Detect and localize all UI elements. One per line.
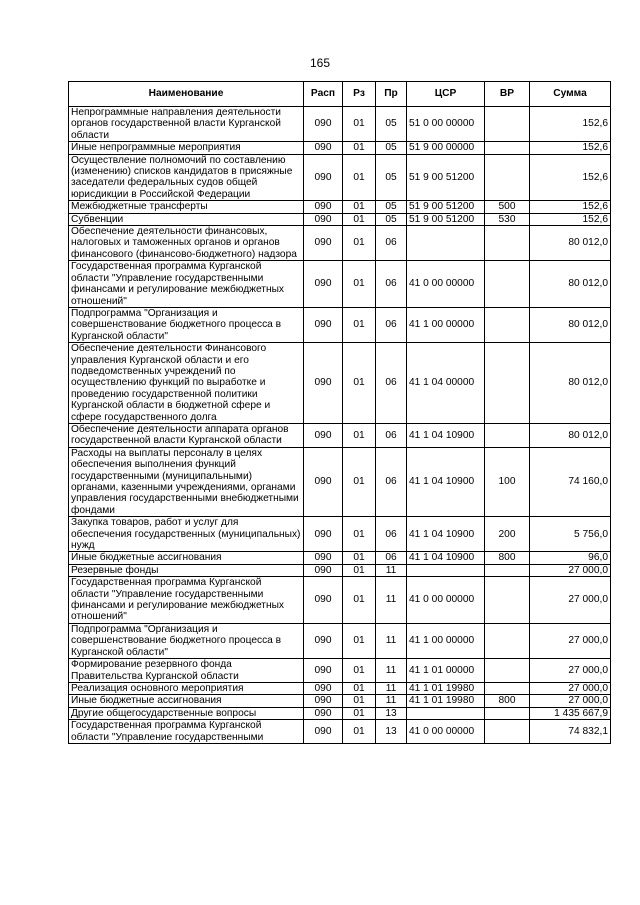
table-row	[69, 213, 611, 225]
table-row	[69, 564, 611, 576]
cell-pr: 06	[376, 517, 407, 552]
cell-csr: 41 0 00 00000	[407, 720, 485, 744]
cell-vr: 100	[485, 447, 530, 516]
cell-name: Субвенции	[69, 213, 304, 225]
cell-pr: 06	[376, 307, 407, 342]
cell-sum: 152,6	[530, 213, 611, 225]
cell-vr	[485, 107, 530, 142]
cell-name: Иные непрограммные мероприятия	[69, 142, 304, 154]
cell-pr: 06	[376, 552, 407, 564]
cell-csr: 51 9 00 00000	[407, 142, 485, 154]
cell-rasp: 090	[304, 307, 343, 342]
table-row	[69, 343, 611, 424]
header-pr: Пр	[376, 82, 407, 107]
cell-vr: 200	[485, 517, 530, 552]
cell-csr	[407, 564, 485, 576]
cell-vr	[485, 623, 530, 658]
cell-csr: 41 1 04 10900	[407, 552, 485, 564]
cell-rz: 01	[343, 517, 376, 552]
cell-rz: 01	[343, 577, 376, 624]
table-row	[69, 682, 611, 694]
cell-vr: 530	[485, 213, 530, 225]
cell-name: Иные бюджетные ассигнования	[69, 695, 304, 707]
cell-sum: 27 000,0	[530, 577, 611, 624]
table-row	[69, 623, 611, 658]
header-rasp: Расп	[304, 82, 343, 107]
cell-rasp: 090	[304, 564, 343, 576]
cell-pr: 05	[376, 201, 407, 213]
cell-vr: 800	[485, 695, 530, 707]
cell-name: Иные бюджетные ассигнования	[69, 552, 304, 564]
cell-name: Формирование резервного фонда Правительства Курганской области	[69, 659, 304, 683]
cell-name: Резервные фонды	[69, 564, 304, 576]
cell-name: Расходы на выплаты персоналу в целях обеспечения выполнения функций государственными (муниципальными) органами, казенными учреждениями, органами управления государственными внебюджетными фондами	[69, 447, 304, 516]
cell-vr	[485, 307, 530, 342]
cell-rz: 01	[343, 343, 376, 424]
table-body	[69, 107, 611, 744]
cell-name: Государственная программа Курганской области "Управление государственными финансами и регулирование межбюджетных отношений"	[69, 577, 304, 624]
cell-pr: 06	[376, 447, 407, 516]
cell-rz: 01	[343, 447, 376, 516]
header-csr: ЦСР	[407, 82, 485, 107]
cell-pr: 13	[376, 707, 407, 719]
cell-csr: 41 0 00 00000	[407, 577, 485, 624]
cell-csr: 51 0 00 00000	[407, 107, 485, 142]
cell-csr: 41 1 04 10900	[407, 447, 485, 516]
cell-vr: 500	[485, 201, 530, 213]
cell-rasp: 090	[304, 659, 343, 683]
cell-rz: 01	[343, 682, 376, 694]
cell-rasp: 090	[304, 213, 343, 225]
page-number: 165	[309, 56, 331, 70]
cell-pr: 06	[376, 261, 407, 308]
cell-rz: 01	[343, 154, 376, 201]
cell-vr: 800	[485, 552, 530, 564]
cell-vr	[485, 142, 530, 154]
cell-pr: 05	[376, 107, 407, 142]
cell-rz: 01	[343, 659, 376, 683]
cell-name: Реализация основного мероприятия	[69, 682, 304, 694]
cell-name: Подпрограмма "Организация и совершенствование бюджетного процесса в Курганской области"	[69, 623, 304, 658]
table-row	[69, 154, 611, 201]
table-row	[69, 142, 611, 154]
cell-pr: 06	[376, 423, 407, 447]
cell-vr	[485, 423, 530, 447]
cell-vr	[485, 707, 530, 719]
cell-sum: 152,6	[530, 107, 611, 142]
cell-pr: 11	[376, 695, 407, 707]
cell-name: Обеспечение деятельности Финансового управления Курганской области и его подведомственных учреждений по осуществлению функций по выработке и проведению государственной политики Курганской области в бюджетной сфере и сфере государственного долга	[69, 343, 304, 424]
cell-sum: 27 000,0	[530, 695, 611, 707]
cell-rasp: 090	[304, 154, 343, 201]
cell-rz: 01	[343, 707, 376, 719]
cell-rz: 01	[343, 261, 376, 308]
header-name: Наименование	[69, 82, 304, 107]
cell-rasp: 090	[304, 343, 343, 424]
cell-vr	[485, 577, 530, 624]
cell-vr	[485, 226, 530, 261]
cell-rz: 01	[343, 695, 376, 707]
cell-sum: 80 012,0	[530, 226, 611, 261]
cell-rz: 01	[343, 564, 376, 576]
cell-sum: 27 000,0	[530, 659, 611, 683]
cell-rz: 01	[343, 213, 376, 225]
cell-sum: 80 012,0	[530, 343, 611, 424]
cell-csr: 41 1 00 00000	[407, 307, 485, 342]
cell-rasp: 090	[304, 517, 343, 552]
cell-rz: 01	[343, 423, 376, 447]
cell-rasp: 090	[304, 623, 343, 658]
cell-rasp: 090	[304, 226, 343, 261]
table-row	[69, 552, 611, 564]
cell-rasp: 090	[304, 552, 343, 564]
cell-pr: 11	[376, 623, 407, 658]
table-row	[69, 107, 611, 142]
cell-rasp: 090	[304, 261, 343, 308]
cell-csr: 51 9 00 51200	[407, 154, 485, 201]
cell-sum: 152,6	[530, 201, 611, 213]
cell-vr	[485, 659, 530, 683]
table-row	[69, 423, 611, 447]
table-row	[69, 707, 611, 719]
cell-csr: 41 0 00 00000	[407, 261, 485, 308]
cell-sum: 152,6	[530, 154, 611, 201]
cell-rz: 01	[343, 226, 376, 261]
header-vr: ВР	[485, 82, 530, 107]
cell-sum: 5 756,0	[530, 517, 611, 552]
cell-pr: 13	[376, 720, 407, 744]
cell-csr: 41 1 00 00000	[407, 623, 485, 658]
cell-vr	[485, 682, 530, 694]
cell-sum: 1 435 667,9	[530, 707, 611, 719]
cell-name: Обеспечение деятельности финансовых, налоговых и таможенных органов и органов финансового (финансово-бюджетного) надзора	[69, 226, 304, 261]
cell-name: Осуществление полномочий по составлению (изменению) списков кандидатов в присяжные заседатели федеральных судов общей юрисдикции в Российской Федерации	[69, 154, 304, 201]
cell-csr: 51 9 00 51200	[407, 213, 485, 225]
table-row	[69, 447, 611, 516]
cell-rz: 01	[343, 720, 376, 744]
cell-pr: 11	[376, 564, 407, 576]
header-row	[69, 82, 611, 107]
header-sum: Сумма	[530, 82, 611, 107]
table-row	[69, 226, 611, 261]
cell-pr: 06	[376, 343, 407, 424]
cell-pr: 05	[376, 154, 407, 201]
cell-sum: 27 000,0	[530, 682, 611, 694]
cell-rasp: 090	[304, 682, 343, 694]
table-row	[69, 720, 611, 744]
cell-pr: 11	[376, 577, 407, 624]
cell-name: Межбюджетные трансферты	[69, 201, 304, 213]
cell-sum: 96,0	[530, 552, 611, 564]
cell-rz: 01	[343, 307, 376, 342]
table-row	[69, 307, 611, 342]
cell-name: Непрограммные направления деятельности органов государственной власти Курганской области	[69, 107, 304, 142]
cell-rz: 01	[343, 552, 376, 564]
cell-csr	[407, 226, 485, 261]
cell-sum: 74 832,1	[530, 720, 611, 744]
cell-csr: 41 1 01 19980	[407, 695, 485, 707]
cell-rz: 01	[343, 201, 376, 213]
cell-pr: 11	[376, 659, 407, 683]
cell-sum: 27 000,0	[530, 564, 611, 576]
cell-vr	[485, 720, 530, 744]
cell-csr: 41 1 04 10900	[407, 517, 485, 552]
cell-vr	[485, 261, 530, 308]
cell-rz: 01	[343, 142, 376, 154]
cell-csr: 51 9 00 51200	[407, 201, 485, 213]
cell-name: Другие общегосударственные вопросы	[69, 707, 304, 719]
cell-sum: 80 012,0	[530, 307, 611, 342]
cell-rasp: 090	[304, 447, 343, 516]
table-row	[69, 659, 611, 683]
cell-rasp: 090	[304, 695, 343, 707]
cell-pr: 05	[376, 213, 407, 225]
table-row	[69, 577, 611, 624]
cell-csr: 41 1 04 00000	[407, 343, 485, 424]
cell-rasp: 090	[304, 201, 343, 213]
cell-sum: 27 000,0	[530, 623, 611, 658]
cell-sum: 80 012,0	[530, 423, 611, 447]
cell-sum: 152,6	[530, 142, 611, 154]
cell-pr: 05	[376, 142, 407, 154]
cell-rasp: 090	[304, 142, 343, 154]
cell-rasp: 090	[304, 107, 343, 142]
table-row	[69, 695, 611, 707]
cell-sum: 74 160,0	[530, 447, 611, 516]
cell-vr	[485, 564, 530, 576]
cell-csr	[407, 707, 485, 719]
cell-rasp: 090	[304, 707, 343, 719]
cell-sum: 80 012,0	[530, 261, 611, 308]
cell-rasp: 090	[304, 423, 343, 447]
cell-csr: 41 1 01 00000	[407, 659, 485, 683]
cell-name: Государственная программа Курганской области "Управление государственными финансами и регулирование межбюджетных отношений"	[69, 261, 304, 308]
cell-rz: 01	[343, 107, 376, 142]
header-rz: Рз	[343, 82, 376, 107]
cell-vr	[485, 343, 530, 424]
table-row	[69, 201, 611, 213]
table-row	[69, 261, 611, 308]
cell-vr	[485, 154, 530, 201]
cell-pr: 11	[376, 682, 407, 694]
cell-name: Государственная программа Курганской области "Управление государственными	[69, 720, 304, 744]
cell-rasp: 090	[304, 577, 343, 624]
cell-rasp: 090	[304, 720, 343, 744]
cell-csr: 41 1 01 19980	[407, 682, 485, 694]
cell-csr: 41 1 04 10900	[407, 423, 485, 447]
cell-name: Закупка товаров, работ и услуг для обеспечения государственных (муниципальных) нужд	[69, 517, 304, 552]
cell-name: Подпрограмма "Организация и совершенствование бюджетного процесса в Курганской области"	[69, 307, 304, 342]
budget-table	[68, 81, 611, 744]
cell-name: Обеспечение деятельности аппарата органов государственной власти Курганской области	[69, 423, 304, 447]
cell-rz: 01	[343, 623, 376, 658]
table-row	[69, 517, 611, 552]
cell-pr: 06	[376, 226, 407, 261]
